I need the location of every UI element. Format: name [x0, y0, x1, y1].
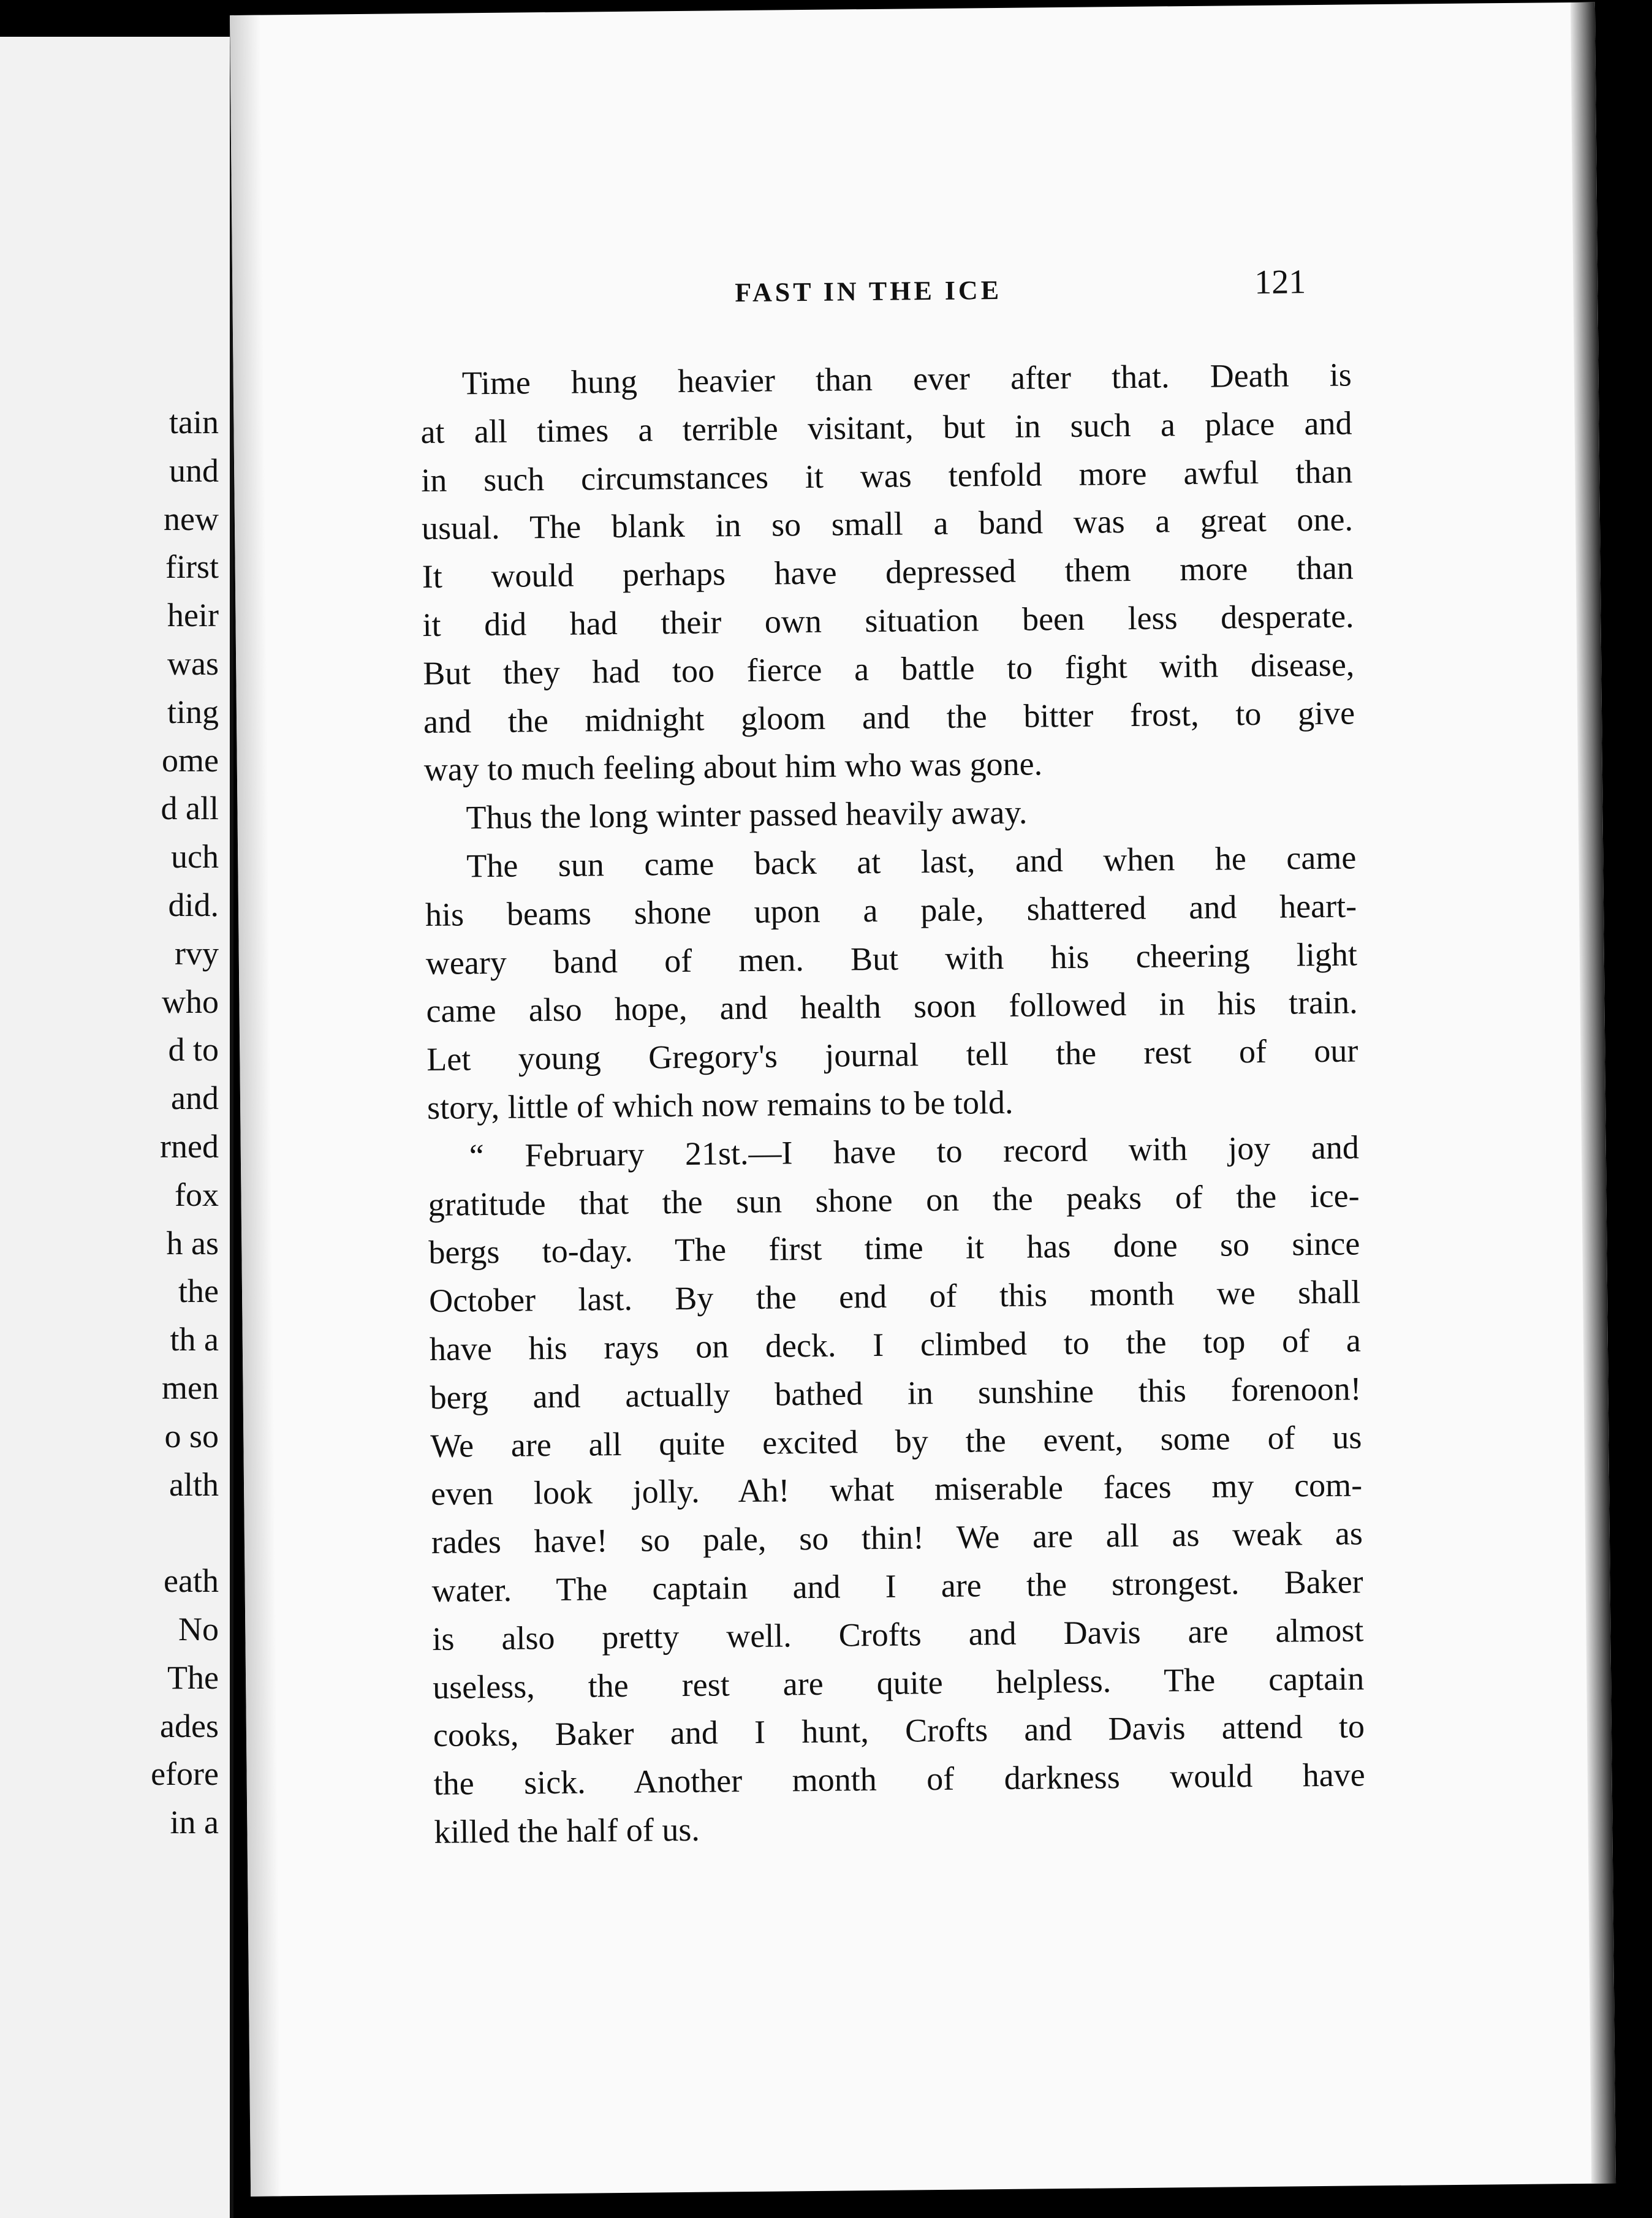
- left-line-fragment: was: [167, 645, 219, 682]
- left-line-fragment: ome: [162, 741, 219, 779]
- left-line-fragment: who: [162, 983, 219, 1020]
- left-line-fragment: did.: [168, 886, 219, 923]
- text-line: October last. By the end of this month we shall: [428, 1273, 1361, 1320]
- left-line-fragment: in a: [170, 1804, 219, 1841]
- text-line: Time hung heavier than ever after that. Death is: [461, 356, 1352, 402]
- text-line: killed the half of us.: [434, 1811, 700, 1850]
- left-line-fragment: ting: [167, 693, 219, 730]
- text-line: The sun came back at last, and when he came: [466, 839, 1357, 885]
- text-line: have his rays on deck. I climbed to the top of a: [429, 1322, 1362, 1368]
- text-line: But they had too fierce a battle to fight with disease,: [423, 646, 1355, 692]
- left-line-fragment: th a: [170, 1321, 219, 1358]
- left-line-fragment: rned: [160, 1127, 219, 1165]
- left-line-fragment: No: [178, 1610, 219, 1648]
- text-line: and the midnight gloom and the bitter frost, to give: [423, 694, 1355, 740]
- text-line: it did had their own situation been less desperate.: [422, 597, 1354, 644]
- text-line: the sick. Another month of darkness would have: [433, 1756, 1365, 1803]
- text-line: way to much feeling about him who was gone.: [423, 745, 1043, 789]
- body-text: [420, 350, 1365, 1856]
- text-line: at all times a terrible visitant, but in such a place and: [420, 404, 1352, 450]
- text-line: usual. The blank in so small a band was a great one.: [421, 501, 1354, 547]
- left-line-fragment: ades: [160, 1707, 219, 1744]
- paragraph: [425, 833, 1358, 1132]
- left-line-fragment: o so: [164, 1417, 219, 1455]
- left-line-fragment: fox: [175, 1176, 219, 1213]
- left-line-fragment: [151, 1508, 219, 1557]
- right-page: [230, 2, 1616, 2197]
- running-head: FAST IN THE ICE: [735, 274, 1002, 308]
- text-line: “ February 21st.—I have to record with joy and: [469, 1129, 1360, 1175]
- text-line: Let young Gregory's journal tell the rest of our: [426, 1032, 1358, 1078]
- page-number: 121: [1254, 263, 1306, 301]
- paragraph: [424, 785, 1356, 842]
- left-page-text: [151, 398, 219, 1847]
- left-line-fragment: und: [169, 452, 219, 489]
- paragraph: [428, 1123, 1366, 1856]
- left-line-fragment: uch: [171, 838, 219, 876]
- paragraph: [420, 350, 1355, 794]
- text-line: came also hope, and health soon followed in his train.: [426, 983, 1358, 1030]
- text-line: weary band of men. But with his cheering light: [425, 935, 1358, 982]
- text-line: Thus the long winter passed heavily away.: [466, 793, 1028, 836]
- left-line-fragment: tain: [169, 404, 219, 441]
- left-line-fragment: and: [171, 1080, 219, 1117]
- text-line: gratitude that the sun shone on the peaks of the ice-: [428, 1176, 1360, 1223]
- left-line-fragment: alth: [169, 1466, 219, 1503]
- left-page: [0, 37, 233, 2218]
- left-line-fragment: the: [178, 1273, 219, 1310]
- left-line-fragment: h as: [166, 1224, 219, 1262]
- left-line-fragment: The: [167, 1659, 219, 1696]
- text-line: his beams shone upon a pale, shattered and heart-: [425, 887, 1357, 933]
- left-line-fragment: men: [162, 1369, 219, 1406]
- left-line-fragment: first: [165, 548, 219, 586]
- left-line-fragment: new: [164, 500, 219, 537]
- text-line: bergs to-day. The first time it has done so since: [428, 1225, 1360, 1271]
- text-line: water. The captain and I are the strongest. Baker: [431, 1563, 1363, 1609]
- left-line-fragment: d to: [168, 1031, 219, 1069]
- left-line-fragment: d all: [161, 790, 219, 827]
- text-line: It would perhaps have depressed them more than: [422, 549, 1354, 596]
- text-line: berg and actually bathed in sunshine this forenoon!: [430, 1370, 1362, 1416]
- text-line: rades have! so pale, so thin! We are all as weak as: [431, 1515, 1363, 1561]
- left-line-fragment: rvy: [175, 934, 219, 972]
- text-line: is also pretty well. Crofts and Davis are almost: [432, 1611, 1364, 1657]
- left-line-fragment: eath: [164, 1562, 219, 1600]
- text-line: cooks, Baker and I hunt, Crofts and Davis attend to: [433, 1708, 1365, 1754]
- left-line-fragment: efore: [151, 1755, 219, 1793]
- page-edge: [1571, 2, 1616, 2184]
- left-line-fragment: heir: [167, 597, 219, 634]
- gutter-shadow: [230, 15, 281, 2197]
- text-line: even look jolly. Ah! what miserable faces my com-: [430, 1466, 1363, 1513]
- text-line: We are all quite excited by the event, some of us: [430, 1418, 1362, 1464]
- text-line: in such circumstances it was tenfold more awful than: [421, 453, 1353, 499]
- text-line: story, little of which now remains to be told.: [426, 1083, 1014, 1126]
- text-line: useless, the rest are quite helpless. The captain: [432, 1659, 1365, 1706]
